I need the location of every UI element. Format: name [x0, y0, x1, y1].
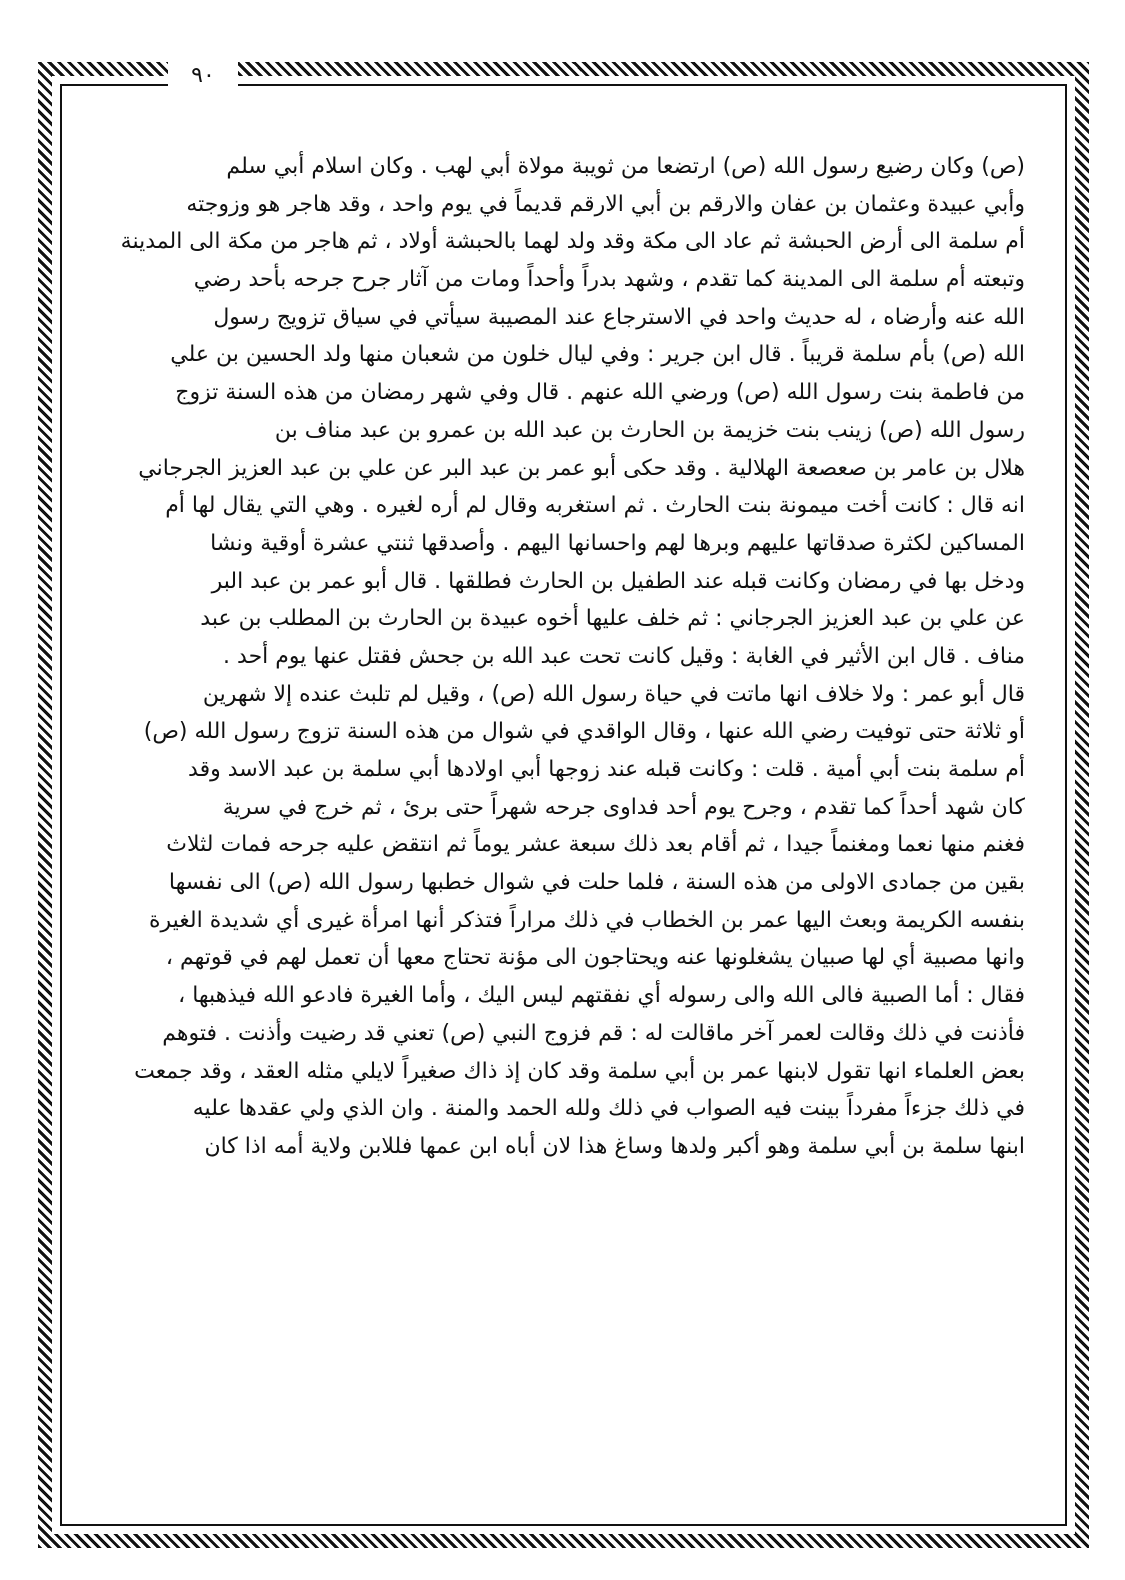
text-line: من فاطمة بنت رسول الله (ص) ورضي الله عنهم . قال وفي شهر رمضان من هذه السنة تزوج — [175, 380, 1025, 406]
text-line: فقال : أما الصبية فالى الله والى رسوله أي نفقتهم ليس اليك ، وأما الغيرة فادعو الله فيذهبها ، — [178, 983, 1025, 1009]
text-line: أو ثلاثة حتى توفيت رضي الله عنها ، وقال الواقدي في شوال من هذه السنة تزوج رسول الله (ص) — [143, 719, 1025, 745]
page-number: ٩٠ — [168, 62, 238, 90]
text-line: مناف . قال ابن الأثير في الغابة : وقيل كانت تحت عبد الله بن جحش فقتل عنها يوم أحد . — [223, 643, 1025, 669]
text-line: الله (ص) بأم سلمة قريباً . قال ابن جرير : وفي ليال خلون من شعبان منها ولد الحسين بن علي — [170, 342, 1025, 368]
text-line: الله عنه وأرضاه ، له حديث واحد في الاسترجاع عند المصيبة سيأتي في سياق تزويج رسول — [213, 304, 1025, 330]
text-line: عن علي بن عبد العزيز الجرجاني : ثم خلف عليها أخوه عبيدة بن الحارث بن المطلب بن عبد — [200, 606, 1025, 632]
text-line: كان شهد أحداً كما تقدم ، وجرح يوم أحد فداوى جرحه شهراً حتى برئ ، ثم خرج في سرية — [222, 794, 1025, 820]
text-line: بنفسه الكريمة وبعث اليها عمر بن الخطاب في ذلك مراراً فتذكر أنها امرأة غيرى أي شديدة الغيرة — [148, 907, 1025, 933]
text-line: ودخل بها في رمضان وكانت قبله عند الطفيل بن الحارث فطلقها . قال أبو عمر بن عبد البر — [211, 568, 1025, 594]
text-line: بقين من جمادى الاولى من هذه السنة ، فلما حلت في شوال خطبها رسول الله (ص) الى نفسها — [168, 870, 1025, 896]
text-line: انه قال : كانت أخت ميمونة بنت الحارث . ثم استغربه وقال لم أره لغيره . وهي التي يقال لها أم — [165, 493, 1025, 519]
text-line: وانها مصبية أي لها صبيان يشغلونها عنه ويحتاجون الى مؤنة تحتاج معها أن تعمل لهم في قوتهم ، — [165, 945, 1025, 971]
text-line: المساكين لكثرة صدقاتها عليهم وبرها لهم واحسانها اليهم . وأصدقها ثنتي عشرة أوقية ونشا — [210, 530, 1025, 556]
text-line: فأذنت في ذلك وقالت لعمر آخر ماقالت له : قم فزوج النبي (ص) تعني قد رضيت وأذنت . فتوهم — [162, 1020, 1025, 1046]
text-line: (ص) وكان رضيع رسول الله (ص) ارتضعا من ثويبة مولاة أبي لهب . وكان اسلام أبي سلم — [226, 154, 1025, 179]
text-line: أم سلمة الى أرض الحبشة ثم عاد الى مكة وقد ولد لهما بالحبشة أولاد ، ثم هاجر من مكة الى المدينة — [120, 229, 1025, 255]
text-line: وتبعته أم سلمة الى المدينة كما تقدم ، وشهد بدراً وأحداً ومات من آثار جرح جرحه بأحد رضي — [193, 267, 1025, 293]
text-line: أم سلمة بنت أبي أمية . قلت : وكانت قبله عند زوجها أبي اولادها أبي سلمة بن عبد الاسد وقد — [188, 757, 1025, 782]
text-line: قال أبو عمر : ولا خلاف انها ماتت في حياة رسول الله (ص) ، وقيل لم تلبث عنده إلا شهرين — [202, 681, 1025, 707]
text-line: وأبي عبيدة وعثمان بن عفان والارقم بن أبي الارقم قديماً في يوم واحد ، وقد هاجر هو وزوجته — [186, 191, 1025, 217]
text-line: ابنها سلمة بن أبي سلمة وهو أكبر ولدها وساغ هذا لان أباه ابن عمها فللابن ولاية أمه اذا كان — [204, 1133, 1025, 1159]
text-line: رسول الله (ص) زينب بنت خزيمة بن الحارث بن عبد الله بن عمرو بن عبد مناف بن — [274, 417, 1025, 443]
text-line: فغنم منها نعما ومغنماً جيدا ، ثم أقام بعد ذلك سبعة عشر يوماً ثم انتقض عليه جرحه فمات لثلاث — [166, 832, 1025, 858]
text-line: هلال بن عامر بن صعصعة الهلالية . وقد حكى أبو عمر بن عبد البر عن علي بن عبد العزيز الجرجاني — [138, 455, 1025, 481]
text-line: في ذلك جزءاً مفرداً بينت فيه الصواب في ذلك ولله الحمد والمنة . وان الذي ولي عقدها عليه — [192, 1096, 1025, 1122]
body-text — [100, 148, 1025, 1166]
text-line: بعض العلماء انها تقول لابنها عمر بن أبي سلمة وقد كان إذ ذاك صغيراً لايلي مثله العقد ، وقد جمعت — [134, 1058, 1025, 1084]
